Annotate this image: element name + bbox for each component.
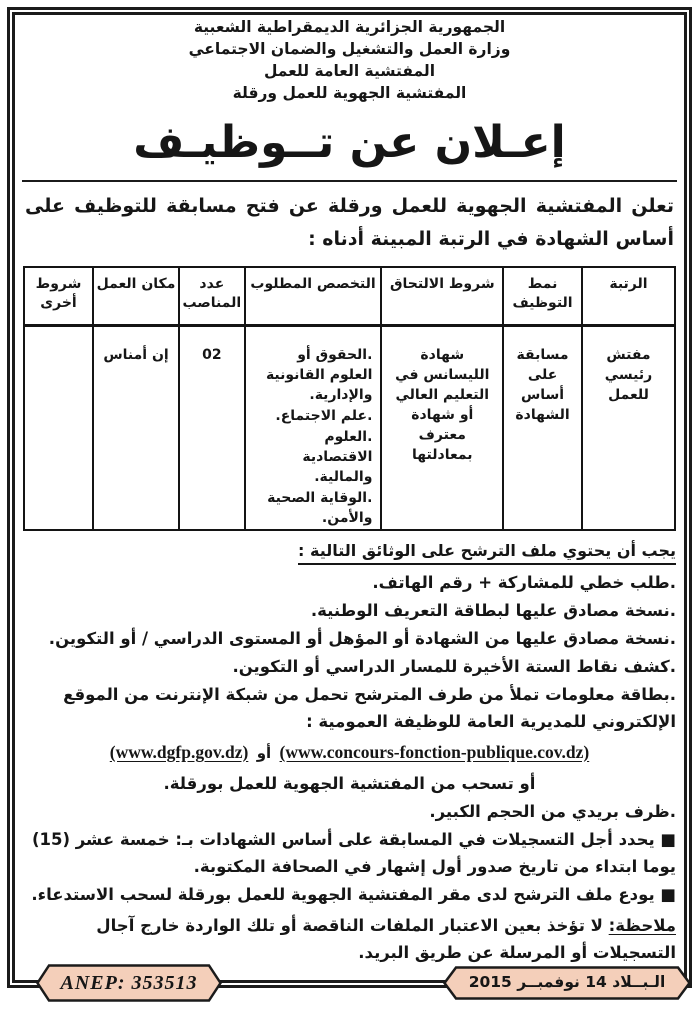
republic-line: الجمهورية الجزائرية الديمقراطية الشعبية: [193, 18, 506, 36]
vacancy-table: [23, 266, 676, 531]
document-item-id-copy: .نسخة مصادق عليها لبطاقة التعريف الوطنية.: [310, 600, 676, 620]
table-header-row: [24, 267, 675, 325]
specialty-item: .علم الاجتماع.: [275, 407, 373, 424]
specialty-item: .الوقاية الصحية والأمن.: [267, 489, 373, 526]
general-inspectorate-line: المفتشية العامة للعمل: [263, 62, 436, 80]
cell-location: إن أمناس: [93, 325, 179, 530]
cell-other-conditions: [24, 325, 93, 530]
remark-text: لا تؤخذ بعين الاعتبار الملفات الناقصة أو تلك الواردة خارج آجال التسجيلات أو المرسلة عن طريق البريد.: [96, 915, 676, 962]
document-item-diploma-copy: .نسخة مصادق عليها من الشهادة أو المؤهل أو المستوى الدراسي / أو التكوين.: [48, 628, 676, 648]
announcement-content: [23, 16, 676, 966]
cell-specialties: [245, 325, 382, 530]
newspaper-date: الـبــلاد 14 نوفمبــر 2015: [468, 973, 666, 991]
cell-recruitment-mode: مسابقة على أساس الشهادة: [503, 325, 582, 530]
cell-eligibility: شهادة الليسانس في التعليم العالي أو شهادة معترف بمعادلتها: [381, 325, 503, 530]
submission-note: ■ يودع ملف الترشح لدى مقر المفتشية الجهوية للعمل بورقلة لسحب الاستدعاء.: [31, 884, 676, 904]
specialty-item: .العلوم الاقتصادية والمالية.: [302, 428, 373, 485]
document-item-info-card: .بطاقة معلومات تملأ من طرف المترشح تحمل من شبكة الإنترنت من الموقع الإلكتروني للمديرية العامة للوظيفة العمومية :: [63, 684, 676, 731]
anep-badge: [36, 964, 222, 1002]
document-item-application: .طلب خطي للمشاركة + رقم الهاتف.: [372, 572, 676, 592]
col-header-positions: عدد المناصب: [179, 267, 245, 325]
remark-label: ملاحظة:: [608, 915, 676, 935]
cell-rank: مفتش رئيسي للعمل: [582, 325, 675, 530]
document-item-transcript: .كشف نقاط الستة الأخيرة للمسار الدراسي أو التكوين.: [232, 656, 676, 676]
regional-inspectorate-line: المفتشية الجهوية للعمل ورقلة: [232, 84, 467, 102]
newspaper-date-badge: [443, 966, 691, 1000]
col-header-specialty: التخصص المطلوب: [245, 267, 382, 325]
col-header-eligibility: شروط الالتحاق: [381, 267, 503, 325]
deadline-note: ■ يحدد أجل التسجيلات في المسابقة على أساس الشهادات بـ: خمسة عشر (15) يوما ابتداء من تاريخ صدور أول إشهار في الصحافة المكتوبة.: [31, 829, 676, 876]
letterhead: [23, 16, 676, 104]
websites-line: [23, 737, 676, 768]
col-header-other-conditions: شروط أخرى: [24, 267, 93, 325]
cell-positions: 02: [179, 325, 245, 530]
withdraw-line: أو تسحب من المفتشية الجهوية للعمل بورقلة.: [163, 773, 536, 793]
url-conjunction: أو: [256, 743, 272, 762]
announcement-title: إعـلان عن تــوظيـف: [133, 117, 566, 168]
col-header-recruitment-mode: نمط التوظيف: [503, 267, 582, 325]
ministry-line: وزارة العمل والتشغيل والضمان الاجتماعي: [188, 40, 511, 58]
col-header-rank: الرتبة: [582, 267, 675, 325]
specialty-item: .الحقوق أو العلوم القانونية والإدارية.: [265, 346, 373, 403]
website-link-concours: (www.concours-fonction-publique.cov.dz): [279, 741, 590, 762]
intro-paragraph: تعلن المفتشية الجهوية للعمل ورقلة عن فتح مسابقة للتوظيف على أساس الشهادة في الرتبة المبينة أدناه :: [25, 195, 674, 250]
table-row: [24, 325, 675, 530]
col-header-location: مكان العمل: [93, 267, 179, 325]
remark-paragraph: [23, 912, 676, 966]
website-link-dgfp: (www.dgfp.gov.dz): [109, 741, 249, 762]
documents-heading: يجب أن يحتوي ملف الترشح على الوثائق التالية :: [298, 541, 676, 565]
title-divider: [22, 180, 677, 182]
document-item-envelope: .ظرف بريدي من الحجم الكبير.: [429, 801, 676, 821]
anep-number: ANEP: 353513: [60, 971, 198, 994]
